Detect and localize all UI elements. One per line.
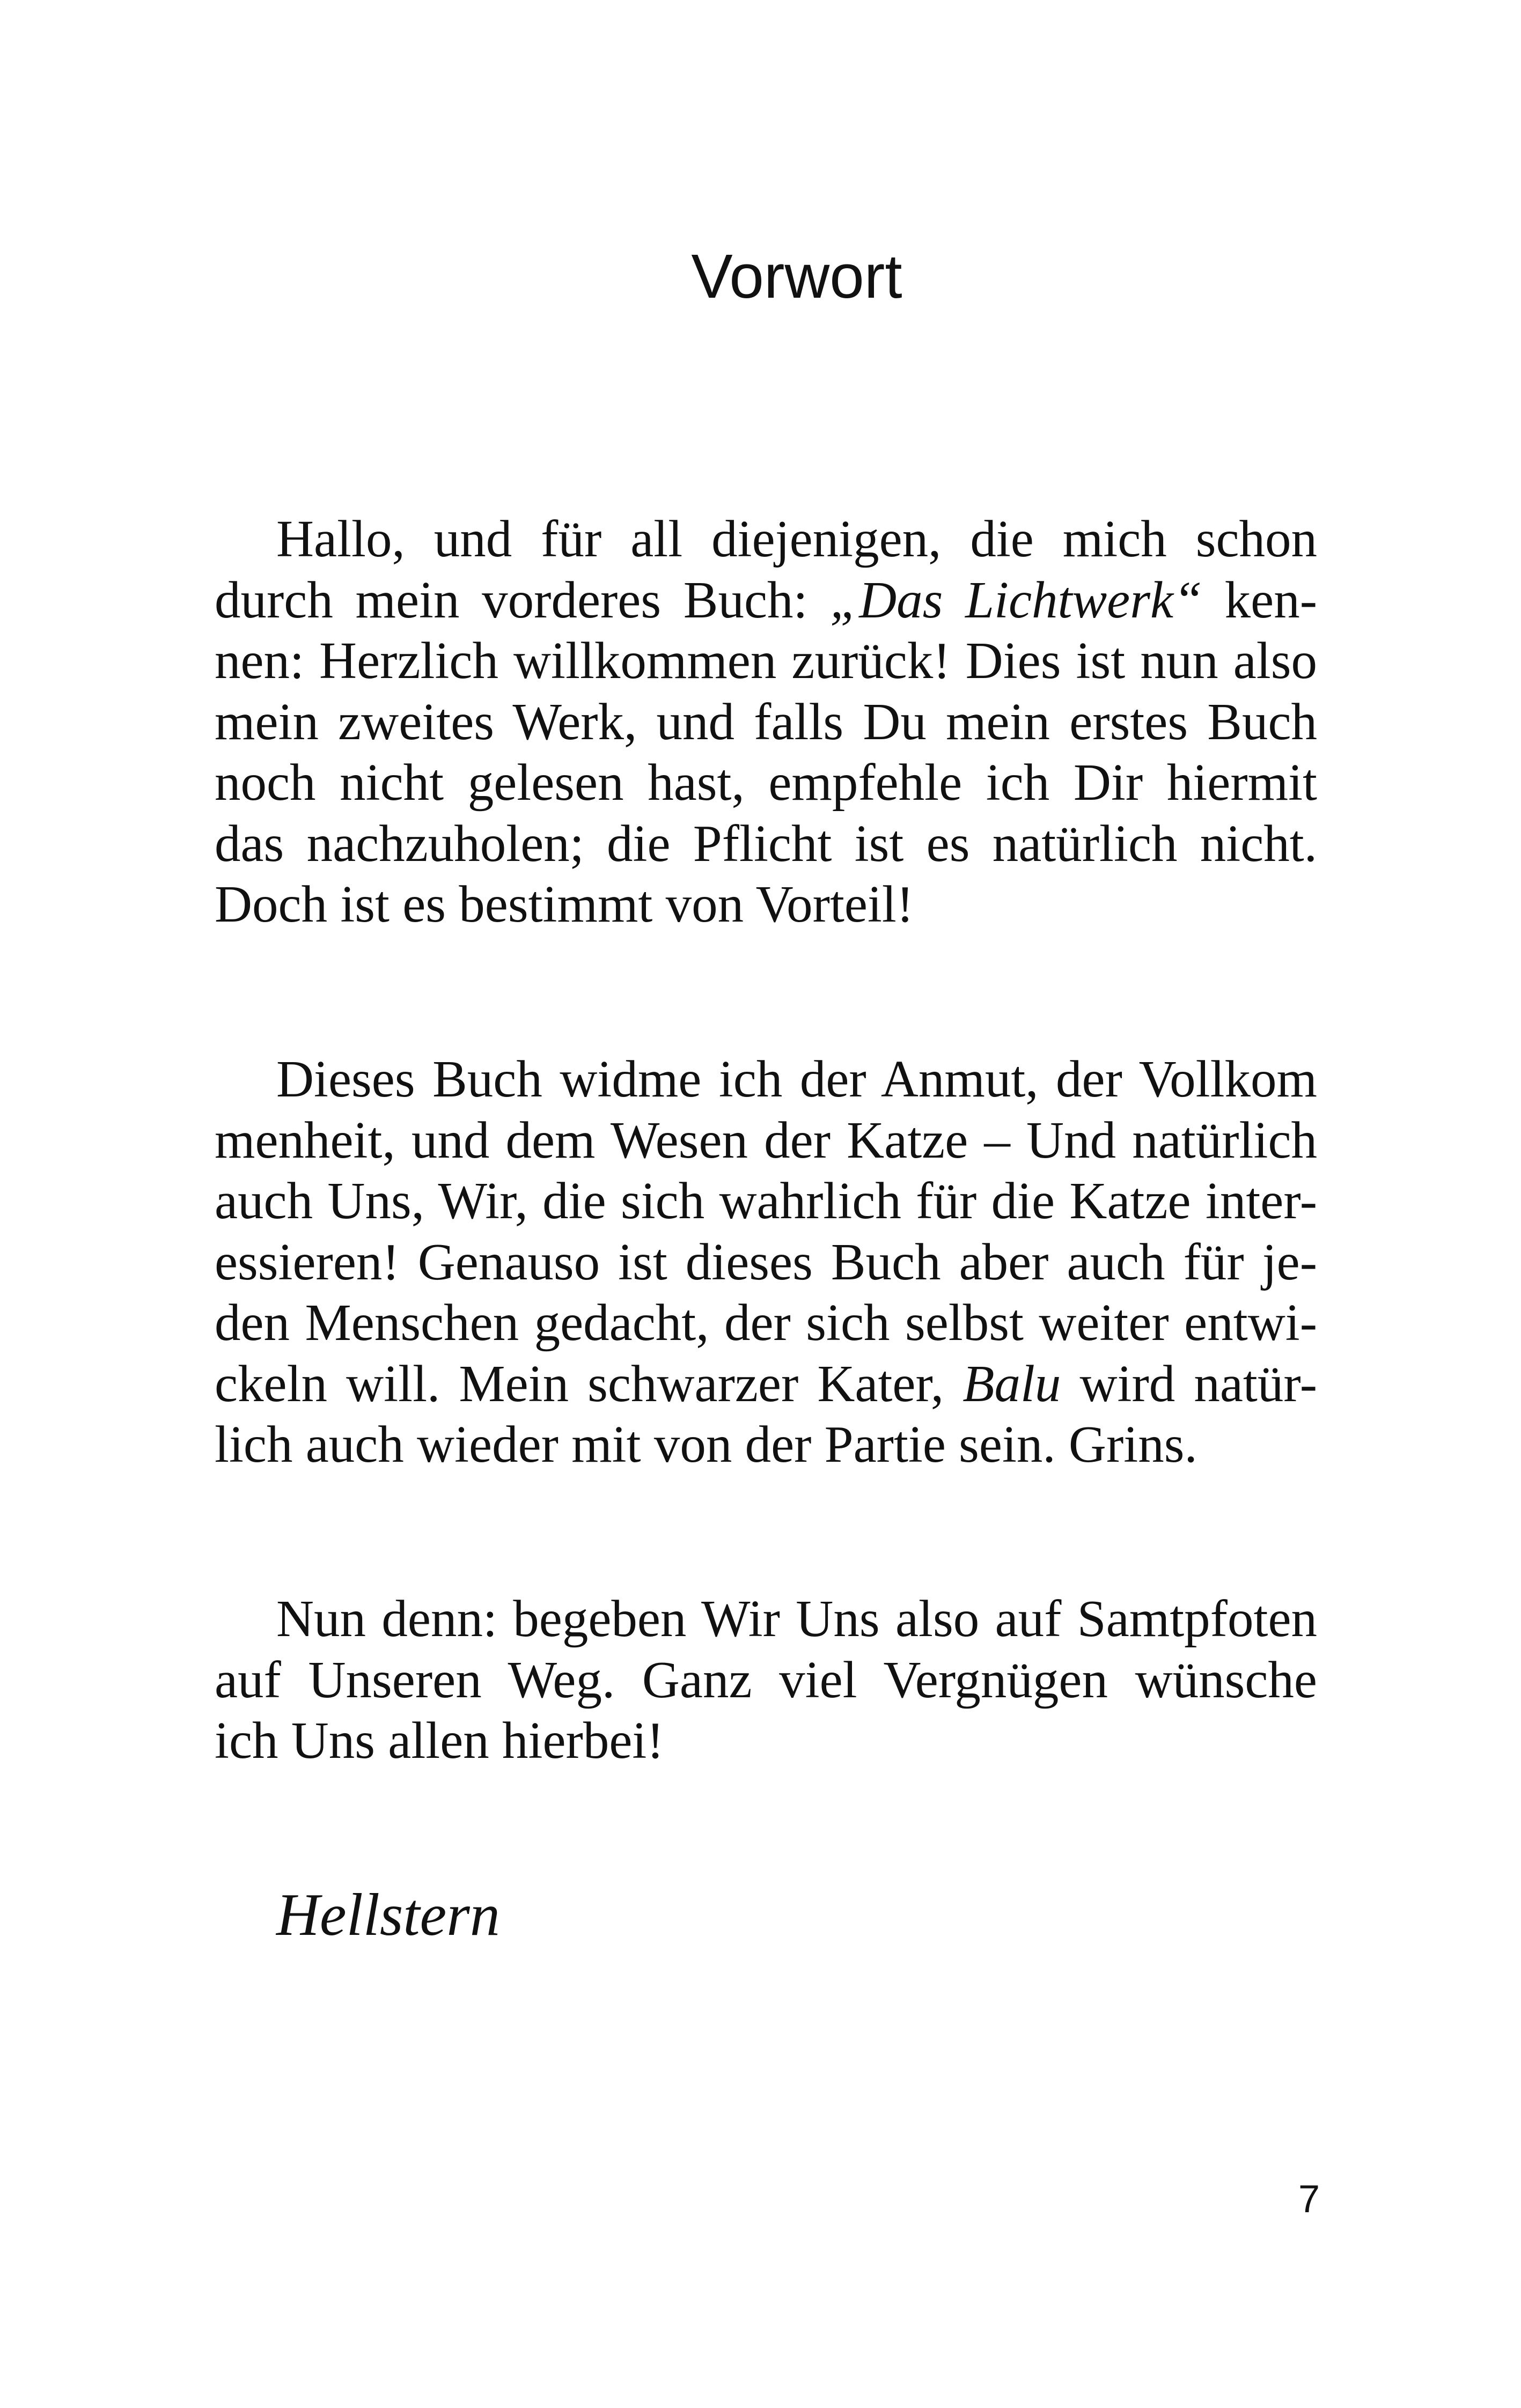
text-run: ckeln will. Mein schwarzer Kater, [215, 1354, 963, 1412]
text-run: durch mein vorderes Buch: [215, 571, 831, 629]
cat-name-emphasis: Balu [962, 1354, 1061, 1412]
paragraph-dedication [215, 1049, 1317, 1475]
text-line: ich Uns allen hierbei! [215, 1712, 664, 1769]
page-number: 7 [1298, 2178, 1320, 2221]
text-line: auch Uns, Wir, die sich wahrlich für die Katze inter- [215, 1172, 1317, 1229]
text-line: Nun denn: begeben Wir Uns also auf Samtpfoten [276, 1590, 1317, 1647]
text-line: den Menschen gedacht, der sich selbst weiter entwi- [215, 1294, 1317, 1351]
page-title: Vorwort [691, 241, 902, 311]
text-run: ken- [1202, 571, 1318, 629]
text-line: noch nicht gelesen hast, empfehle ich Dir hiermit [215, 754, 1317, 811]
text-line: das nachzuholen; die Pflicht ist es natürlich nicht. [215, 814, 1317, 872]
text-line: menheit, und dem Wesen der Katze – Und natürlich [215, 1111, 1317, 1169]
author-signature: Hellstern [276, 1882, 500, 1948]
text-line: lich auch wieder mit von der Partie sein. Grins. [215, 1416, 1197, 1473]
paragraph-intro [215, 509, 1317, 935]
text-line [215, 1353, 1317, 1415]
text-line [215, 570, 1317, 631]
text-line: auf Unseren Weg. Ganz viel Vergnügen wünsche [215, 1651, 1317, 1709]
text-line: essieren! Genauso ist dieses Buch aber auch für je- [215, 1233, 1317, 1291]
text-line: Dieses Buch widme ich der Anmut, der Vollkom [276, 1050, 1317, 1108]
book-title-emphasis: „Das Lichtwerk“ [830, 571, 1202, 629]
text-run: wird natür- [1061, 1354, 1317, 1412]
text-line: Hallo, und für all diejenigen, die mich schon [276, 510, 1317, 568]
text-line: Doch ist es bestimmt von Vorteil! [215, 875, 914, 933]
text-line: mein zweites Werk, und falls Du mein erstes Buch [215, 693, 1317, 750]
paragraph-closing [215, 1588, 1317, 1771]
text-line: nen: Herzlich willkommen zurück! Dies ist nun also [215, 632, 1317, 689]
